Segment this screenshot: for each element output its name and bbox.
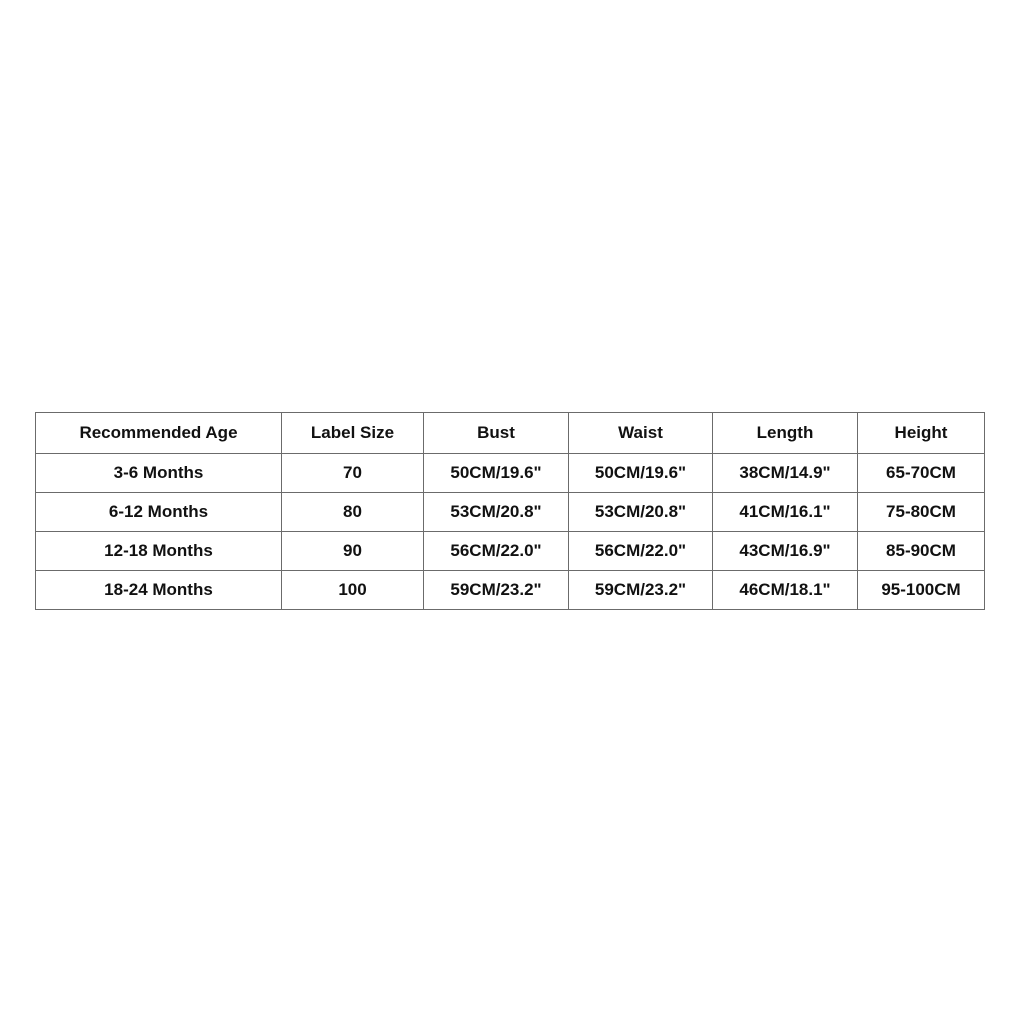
- cell-waist: 53CM/20.8": [569, 493, 713, 532]
- cell-height: 85-90CM: [858, 532, 985, 571]
- cell-bust: 50CM/19.6": [424, 454, 569, 493]
- table-row: [36, 454, 985, 493]
- cell-bust: 59CM/23.2": [424, 571, 569, 610]
- cell-recommended-age: 12-18 Months: [36, 532, 282, 571]
- cell-bust: 53CM/20.8": [424, 493, 569, 532]
- cell-bust: 56CM/22.0": [424, 532, 569, 571]
- cell-recommended-age: 3-6 Months: [36, 454, 282, 493]
- cell-length: 38CM/14.9": [713, 454, 858, 493]
- cell-height: 75-80CM: [858, 493, 985, 532]
- header-row: [36, 413, 985, 454]
- table-row: [36, 493, 985, 532]
- header-recommended-age: Recommended Age: [36, 413, 282, 454]
- table-row: [36, 532, 985, 571]
- header-waist: Waist: [569, 413, 713, 454]
- header-length: Length: [713, 413, 858, 454]
- cell-length: 46CM/18.1": [713, 571, 858, 610]
- cell-recommended-age: 6-12 Months: [36, 493, 282, 532]
- cell-length: 43CM/16.9": [713, 532, 858, 571]
- header-bust: Bust: [424, 413, 569, 454]
- cell-label-size: 80: [282, 493, 424, 532]
- cell-waist: 59CM/23.2": [569, 571, 713, 610]
- header-height: Height: [858, 413, 985, 454]
- cell-label-size: 90: [282, 532, 424, 571]
- cell-height: 65-70CM: [858, 454, 985, 493]
- cell-label-size: 70: [282, 454, 424, 493]
- cell-waist: 56CM/22.0": [569, 532, 713, 571]
- table-row: [36, 571, 985, 610]
- header-label-size: Label Size: [282, 413, 424, 454]
- cell-height: 95-100CM: [858, 571, 985, 610]
- size-chart-table: [35, 412, 985, 610]
- cell-label-size: 100: [282, 571, 424, 610]
- cell-recommended-age: 18-24 Months: [36, 571, 282, 610]
- cell-waist: 50CM/19.6": [569, 454, 713, 493]
- cell-length: 41CM/16.1": [713, 493, 858, 532]
